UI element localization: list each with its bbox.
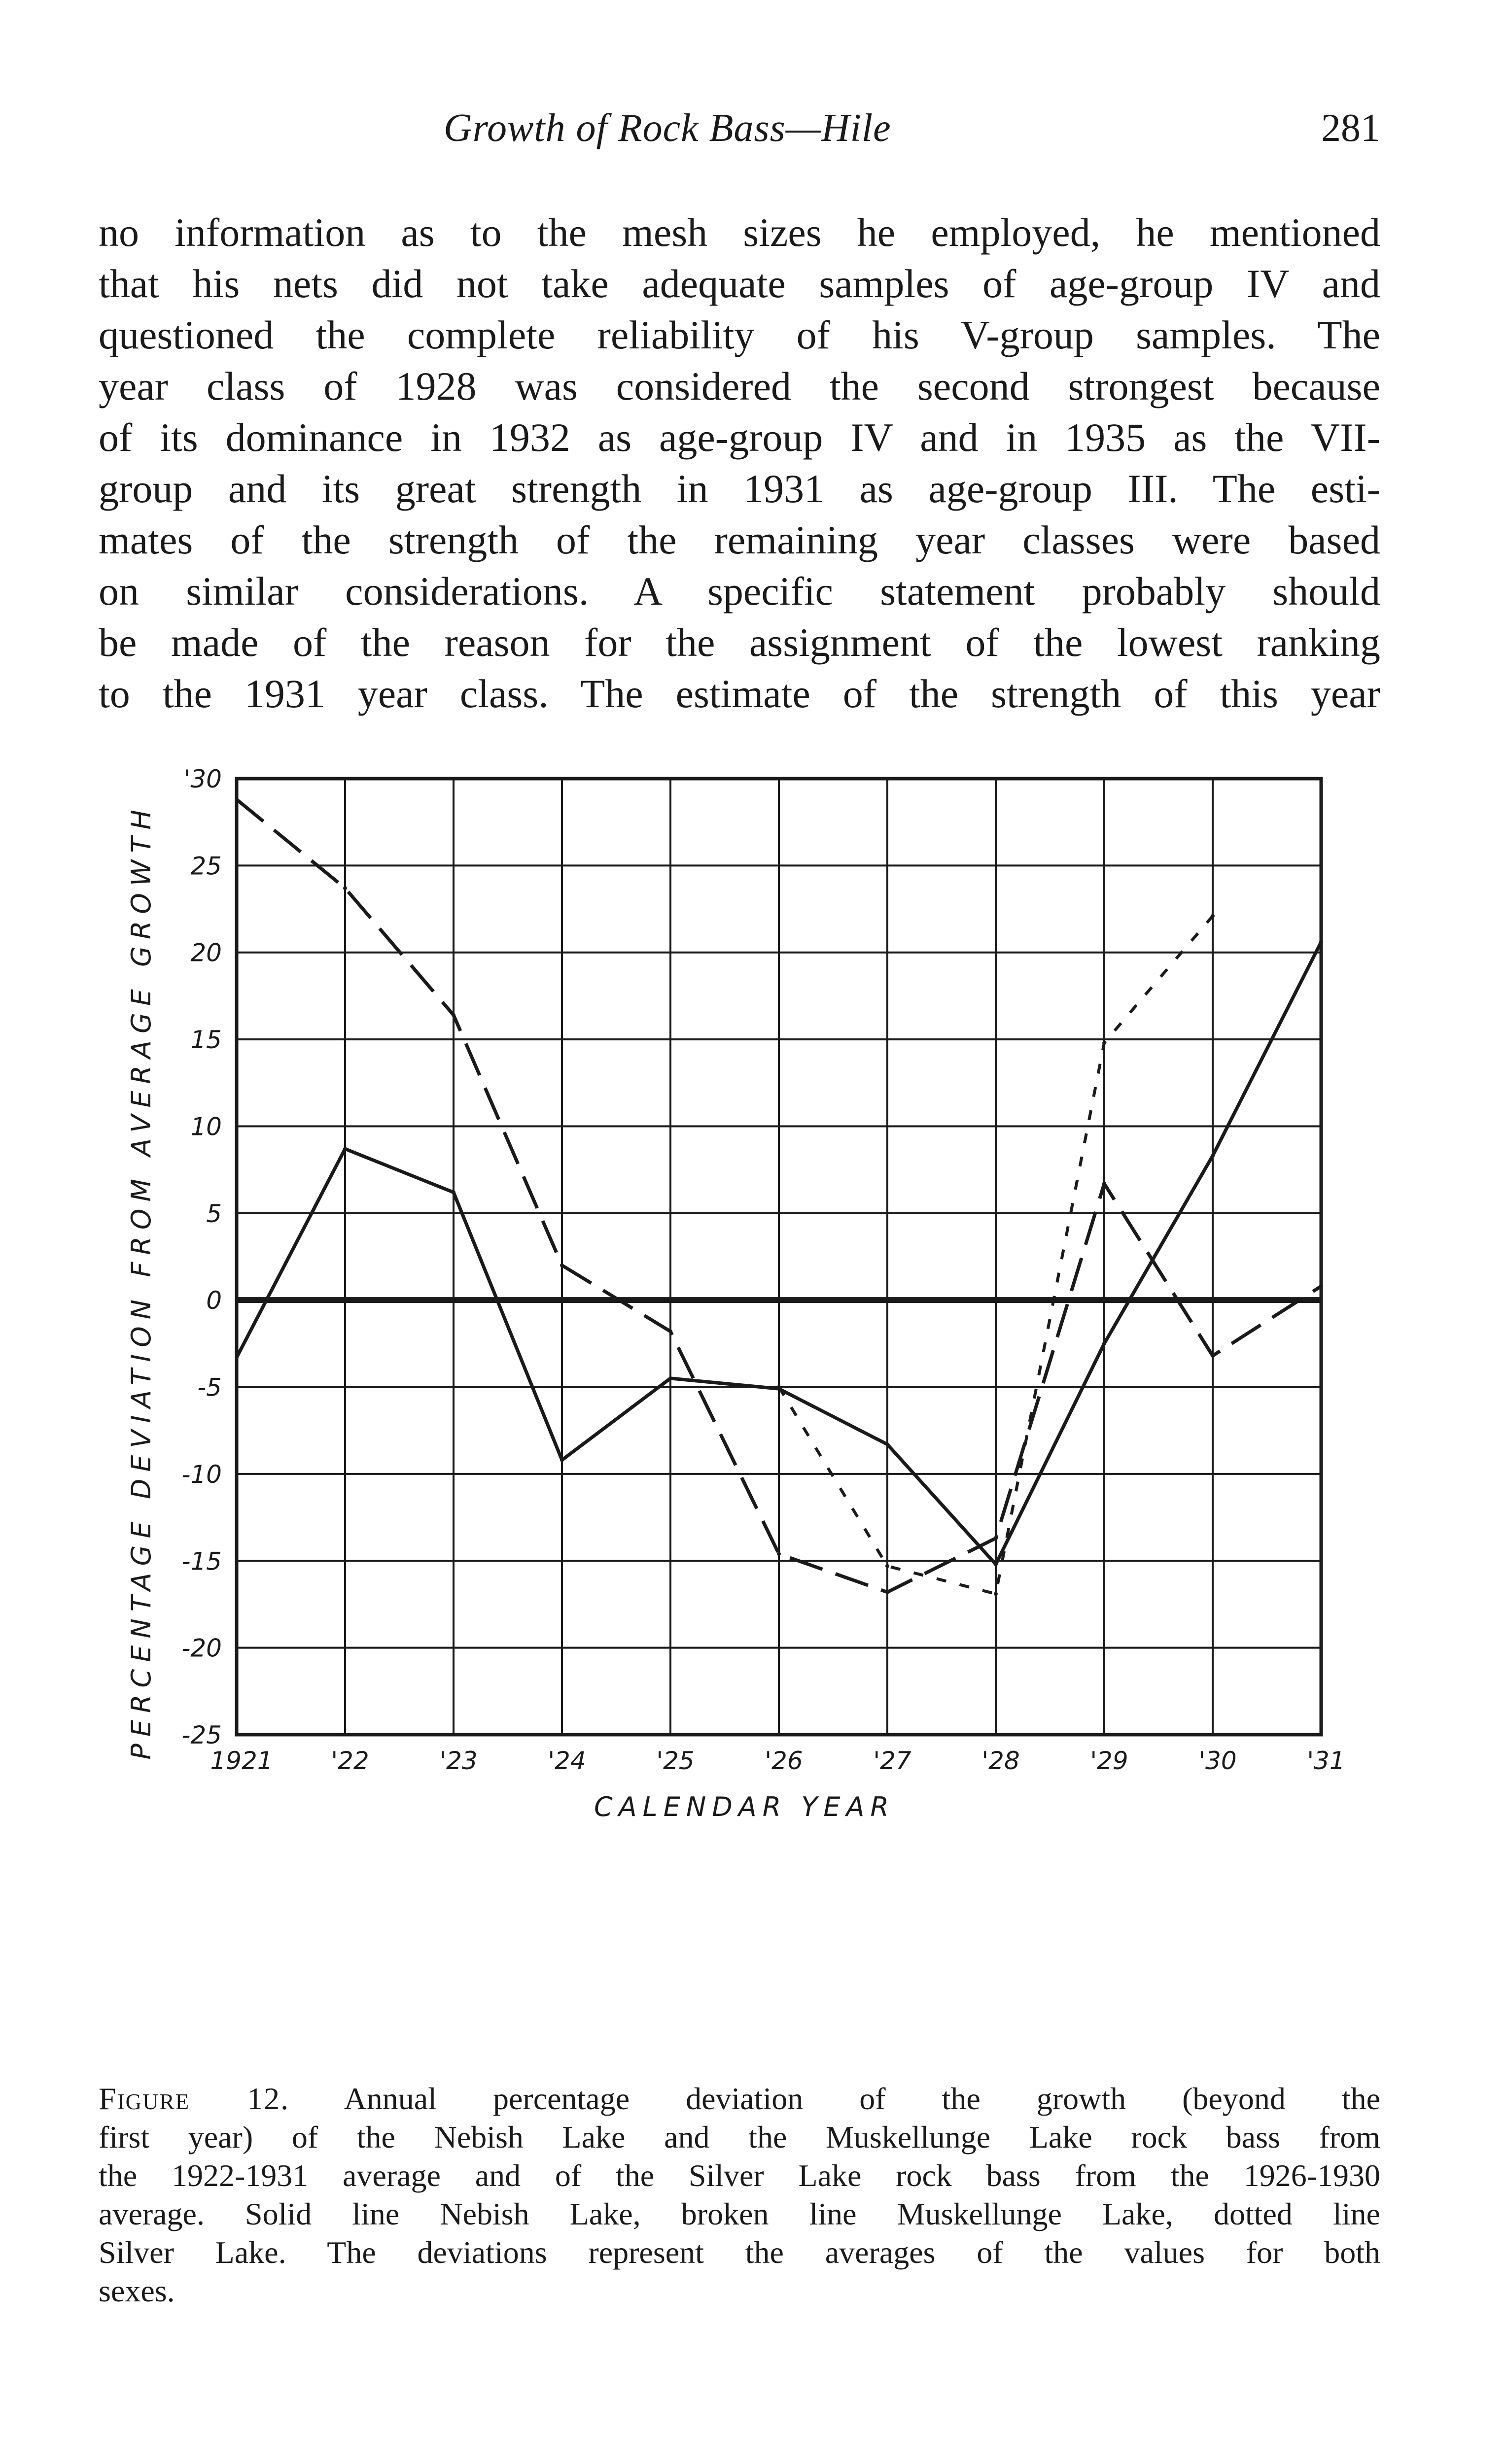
body-line: year class of 1928 was considered the second strongest because: [99, 364, 1380, 409]
deviation-chart: [0, 754, 1506, 2065]
x-tick-label: '26: [765, 1746, 803, 1775]
data-point-dashed: [560, 1264, 564, 1267]
x-axis-label: CALENDAR YEAR: [594, 1791, 895, 1822]
body-line: be made of the reason for the assignment of the lowest ranking: [99, 620, 1380, 665]
data-point-solid: [343, 1147, 347, 1151]
data-point-solid: [560, 1458, 564, 1462]
body-line: no information as to the mesh sizes he employed, he mentioned: [99, 210, 1380, 255]
x-tick-label: '29: [1090, 1746, 1128, 1775]
data-point-dashed: [668, 1330, 672, 1334]
x-tick-label: '27: [873, 1746, 911, 1775]
x-tick-label: '23: [439, 1746, 478, 1775]
data-point-dashed: [343, 886, 347, 890]
running-title: Growth of Rock Bass—Hile: [444, 106, 891, 150]
y-tick-label: '30: [183, 765, 222, 793]
body-line: mates of the strength of the remaining year classes were based: [99, 517, 1380, 562]
y-tick-label: 25: [190, 852, 222, 881]
body-paragraph: [99, 207, 1380, 719]
y-axis-label: PERCENTAGE DEVIATION FROM AVERAGE GROWTH: [126, 803, 157, 1760]
y-tick-label: -10: [181, 1460, 222, 1489]
data-point-solid: [1211, 1154, 1215, 1158]
data-point-dotted: [1211, 914, 1215, 918]
data-point-solid: [1319, 940, 1323, 944]
body-line: that his nets did not take adequate samples of age-group IV and: [99, 261, 1380, 306]
x-tick-label: '28: [981, 1746, 1020, 1775]
data-point-dashed: [452, 1013, 455, 1017]
y-tick-label: 0: [206, 1286, 222, 1315]
caption-line: the 1922-1931 average and of the Silver Lake rock bass from the 1926-1930: [99, 2158, 1380, 2193]
running-head: [0, 106, 1506, 160]
data-point-dashed: [1211, 1354, 1215, 1358]
x-tick-label: '30: [1198, 1746, 1237, 1775]
y-tick-label: -5: [197, 1373, 222, 1402]
data-point-dotted: [994, 1592, 998, 1596]
figure-caption: [99, 2080, 1380, 2310]
y-tick-label: -25: [181, 1721, 222, 1749]
x-tick-label: '24: [548, 1746, 586, 1775]
caption-line: first year) of the Nebish Lake and the Muskellunge Lake rock bass from: [99, 2120, 1380, 2155]
y-tick-label: -15: [181, 1547, 222, 1576]
caption-line: Annual percentage deviation of the growth (beyond the: [344, 2081, 1381, 2116]
caption-line: Silver Lake. The deviations represent the averages of the values for both: [99, 2235, 1380, 2270]
y-tick-label: 10: [190, 1112, 222, 1141]
data-point-solid: [668, 1376, 672, 1380]
y-tick-label: -20: [181, 1634, 222, 1663]
caption-line: average. Solid line Nebish Lake, broken line Muskellunge Lake, dotted line: [99, 2196, 1380, 2231]
page-number: 281: [1321, 106, 1380, 150]
data-point-solid: [885, 1442, 889, 1446]
data-point-dashed: [235, 797, 239, 801]
figure-12: [0, 754, 1506, 2065]
figure-label: Figure 12.: [99, 2081, 290, 2116]
data-point-dashed: [1319, 1284, 1323, 1288]
data-point-solid: [452, 1190, 455, 1194]
data-point-solid: [994, 1562, 998, 1566]
data-point-dashed: [777, 1552, 781, 1556]
y-tick-label: 20: [190, 938, 222, 967]
body-line: on similar considerations. A specific statement probably should: [99, 569, 1380, 614]
body-line: of its dominance in 1932 as age-group IV and in 1935 as the VII-: [99, 415, 1380, 460]
data-point-solid: [235, 1356, 239, 1360]
data-point-dashed: [1102, 1182, 1106, 1186]
data-point-solid: [1102, 1341, 1106, 1345]
x-tick-label: 1921: [210, 1746, 273, 1775]
data-point-dashed: [885, 1590, 889, 1594]
body-line: group and its great strength in 1931 as age-group III. The esti-: [99, 466, 1380, 511]
data-point-dashed: [994, 1536, 998, 1540]
x-tick-label: '25: [656, 1746, 695, 1775]
y-tick-label: 5: [206, 1199, 222, 1228]
body-line: to the 1931 year class. The estimate of the strength of this year: [99, 671, 1380, 716]
y-tick-label: 15: [190, 1026, 222, 1055]
data-point-dotted: [777, 1385, 781, 1389]
body-line: questioned the complete reliability of his V-group samples. The: [99, 312, 1380, 357]
data-point-dotted: [885, 1564, 889, 1568]
caption-line: sexes.: [99, 2273, 175, 2308]
x-tick-label: '31: [1307, 1746, 1345, 1775]
x-tick-label: '22: [331, 1746, 369, 1775]
data-point-dotted: [1102, 1041, 1106, 1045]
